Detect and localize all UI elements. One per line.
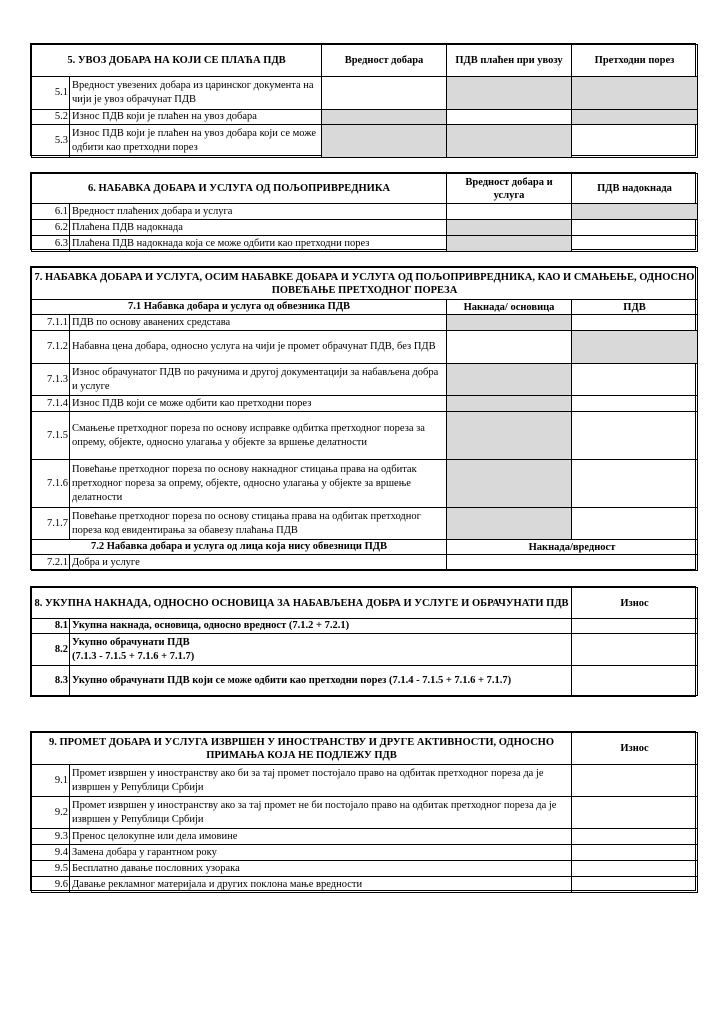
disabled-cell: [572, 110, 698, 125]
section-5-title: 5. УВОЗ ДОБАРА НА КОЈИ СЕ ПЛАЋА ПДВ: [32, 45, 322, 77]
input-cell[interactable]: [572, 396, 698, 412]
table-row: [32, 634, 698, 666]
disabled-cell: [447, 364, 572, 396]
table-row: [32, 877, 698, 893]
row-number: 7.1.5: [32, 412, 70, 460]
section-5-table: [30, 43, 696, 156]
row-number: 6.3: [32, 236, 70, 252]
input-cell[interactable]: [572, 315, 698, 331]
input-cell[interactable]: [572, 364, 698, 396]
section-6-col-compensation: ПДВ надокнада: [572, 174, 698, 204]
section-9-table: [30, 731, 696, 891]
input-cell[interactable]: [572, 508, 698, 540]
disabled-cell: [322, 110, 447, 125]
table-row: [32, 829, 698, 845]
row-label: Вредност увезених добара из царинског документа на чији је увоз обрачунат ПДВ: [70, 77, 322, 110]
row-label-line-1: Укупно обрачунати ПДВ: [72, 636, 190, 648]
section-6-col-value: Вредност добара и услуга: [447, 174, 572, 204]
row-label: Износ ПДВ који је плаћен на увоз добара који се може одбити као претходни порез: [70, 125, 322, 158]
section-7-2-subtitle: 7.2 Набавка добара и услуга од лица која нису обвезници ПДВ: [32, 540, 447, 555]
row-number: 9.6: [32, 877, 70, 893]
input-cell[interactable]: [572, 861, 698, 877]
table-row: [32, 110, 698, 125]
row-number: 5.3: [32, 125, 70, 158]
section-7-title: 7. НАБАВКА ДОБАРА И УСЛУГА, ОСИМ НАБАВКЕ ДОБАРА И УСЛУГА ОД ПОЉОПРИВРЕДНИКА, КАО И СМАЊЕЊЕ, ОДНОСНО ПОВЕЋАЊЕ ПРЕТХОДНОГ ПОРЕЗА: [32, 268, 698, 300]
disabled-cell: [447, 460, 572, 508]
row-label: Укупна накнада, основица, односно вредност (7.1.2 + 7.2.1): [70, 619, 572, 634]
input-cell[interactable]: [447, 110, 572, 125]
input-cell[interactable]: [572, 634, 698, 666]
row-label: Давање рекламног материјала и других поклона мање вредности: [70, 877, 572, 893]
row-number: 7.1.7: [32, 508, 70, 540]
row-number: 8.3: [32, 666, 70, 696]
disabled-cell: [447, 220, 572, 236]
section-5-col-value: Вредност добара: [322, 45, 447, 77]
row-number: 7.1.6: [32, 460, 70, 508]
input-cell[interactable]: [572, 236, 698, 252]
input-cell[interactable]: [572, 125, 698, 158]
row-number: 7.1.2: [32, 331, 70, 364]
row-number: 8.2: [32, 634, 70, 666]
row-number: 9.1: [32, 765, 70, 797]
table-row: [32, 765, 698, 797]
section-8-table: [30, 586, 696, 697]
table-row: [32, 204, 698, 220]
disabled-cell: [447, 396, 572, 412]
section-6-table: [30, 172, 696, 250]
input-cell[interactable]: [572, 220, 698, 236]
row-number: 9.2: [32, 797, 70, 829]
row-label: Бесплатно давање пословних узорака: [70, 861, 572, 877]
row-label: Плаћена ПДВ надокнада која се може одбити као претходни порез: [70, 236, 447, 252]
row-label: Износ обрачунатог ПДВ по рачунима и другој документацији за набављена добра и услуге: [70, 364, 447, 396]
row-number: 5.1: [32, 77, 70, 110]
table-row: [32, 508, 698, 540]
section-5-col-vat-paid: ПДВ плаћен при увозу: [447, 45, 572, 77]
row-number: 6.2: [32, 220, 70, 236]
row-number: 7.1.4: [32, 396, 70, 412]
input-cell[interactable]: [322, 77, 447, 110]
table-row: [32, 77, 698, 110]
disabled-cell: [322, 125, 447, 158]
section-7-col-base: Накнада/ основица: [447, 300, 572, 315]
disabled-cell: [447, 315, 572, 331]
row-label: ПДВ по основу аванених средстава: [70, 315, 447, 331]
row-label: [70, 634, 572, 666]
row-label: Набавна цена добара, односно услуга на чији је промет обрачунат ПДВ, без ПДВ: [70, 331, 447, 364]
table-row: [32, 236, 698, 252]
input-cell[interactable]: [447, 555, 698, 571]
row-number: 7.2.1: [32, 555, 70, 571]
row-label: Повећање претходног пореза по основу стицања права на одбитак претходног пореза код евидентирања за обавезу плаћања ПДВ: [70, 508, 447, 540]
row-label-line-2: (7.1.3 - 7.1.5 + 7.1.6 + 7.1.7): [72, 650, 195, 662]
section-9-col-amount: Износ: [572, 733, 698, 765]
table-row: [32, 460, 698, 508]
row-label: Промет извршен у иностранству ако би за тај промет постојало право на одбитак претходног пореза да је извршен у Републици Србији: [70, 765, 572, 797]
row-label: Плаћена ПДВ надокнада: [70, 220, 447, 236]
row-label: Износ ПДВ који се може одбити као претходни порез: [70, 396, 447, 412]
disabled-cell: [447, 236, 572, 252]
disabled-cell: [447, 508, 572, 540]
input-cell[interactable]: [572, 797, 698, 829]
row-label: Износ ПДВ који је плаћен на увоз добара: [70, 110, 322, 125]
row-number: 9.3: [32, 829, 70, 845]
input-cell[interactable]: [572, 877, 698, 893]
table-row: [32, 364, 698, 396]
row-number: 7.1.3: [32, 364, 70, 396]
row-number: 9.5: [32, 861, 70, 877]
disabled-cell: [447, 412, 572, 460]
input-cell[interactable]: [572, 845, 698, 861]
row-number: 6.1: [32, 204, 70, 220]
section-7-table: [30, 266, 696, 570]
section-5-col-input-tax: Претходни порез: [572, 45, 698, 77]
input-cell[interactable]: [572, 666, 698, 696]
section-7-2-col-value: Накнада/вредност: [447, 540, 698, 555]
table-row: [32, 331, 698, 364]
section-8-col-amount: Износ: [572, 588, 698, 619]
table-row: [32, 861, 698, 877]
disabled-cell: [572, 331, 698, 364]
table-row: [32, 125, 698, 158]
input-cell[interactable]: [572, 460, 698, 508]
row-label: Смањење претходног пореза по основу исправке одбитка претходног пореза за опрему, објекте, односно улагања у објекте за вршење делатности: [70, 412, 447, 460]
table-row: [32, 220, 698, 236]
row-number: 9.4: [32, 845, 70, 861]
input-cell[interactable]: [572, 765, 698, 797]
table-row: [32, 619, 698, 634]
row-label: Укупно обрачунати ПДВ који се може одбити као претходни порез (7.1.4 - 7.1.5 + 7.1.6 + 7.1.7): [70, 666, 572, 696]
input-cell[interactable]: [447, 331, 572, 364]
table-row: [32, 555, 698, 571]
table-row: [32, 797, 698, 829]
disabled-cell: [572, 204, 698, 220]
section-7-col-vat: ПДВ: [572, 300, 698, 315]
table-row: [32, 315, 698, 331]
section-6-title: 6. НАБАВКА ДОБАРА И УСЛУГА ОД ПОЉОПРИВРЕДНИКА: [32, 174, 447, 204]
table-row: [32, 396, 698, 412]
row-number: 5.2: [32, 110, 70, 125]
row-number: 7.1.1: [32, 315, 70, 331]
input-cell[interactable]: [447, 204, 572, 220]
row-label: Замена добара у гарантном року: [70, 845, 572, 861]
row-number: 8.1: [32, 619, 70, 634]
section-9-title: 9. ПРОМЕТ ДОБАРА И УСЛУГА ИЗВРШЕН У ИНОСТРАНСТВУ И ДРУГЕ АКТИВНОСТИ, ОДНОСНО ПРИМАЊА КОЈА НЕ ПОДЛЕЖУ ПДВ: [32, 733, 572, 765]
table-row: [32, 845, 698, 861]
disabled-cell: [447, 77, 572, 110]
input-cell[interactable]: [572, 412, 698, 460]
input-cell[interactable]: [572, 829, 698, 845]
disabled-cell: [572, 77, 698, 110]
input-cell[interactable]: [572, 619, 698, 634]
section-7-1-subtitle: 7.1 Набавка добара и услуга од обвезника ПДВ: [32, 300, 447, 315]
row-label: Пренос целокупне или дела имовине: [70, 829, 572, 845]
row-label: Вредност плаћених добара и услуга: [70, 204, 447, 220]
table-row: [32, 412, 698, 460]
row-label: Повећање претходног пореза по основу накнадног стицања права на одбитак претходног пореза за опрему, објекте, односно улагања у објекте за вршење делатности: [70, 460, 447, 508]
table-row: [32, 666, 698, 696]
row-label: Добра и услуге: [70, 555, 447, 571]
row-label: Промет извршен у иностранству ако за тај промет не би постојало право на одбитак претходног пореза да је извршен у Републици Србији: [70, 797, 572, 829]
disabled-cell: [447, 125, 572, 158]
section-8-title: 8. УКУПНА НАКНАДА, ОДНОСНО ОСНОВИЦА ЗА НАБАВЉЕНА ДОБРА И УСЛУГЕ И ОБРАЧУНАТИ ПДВ: [32, 588, 572, 619]
